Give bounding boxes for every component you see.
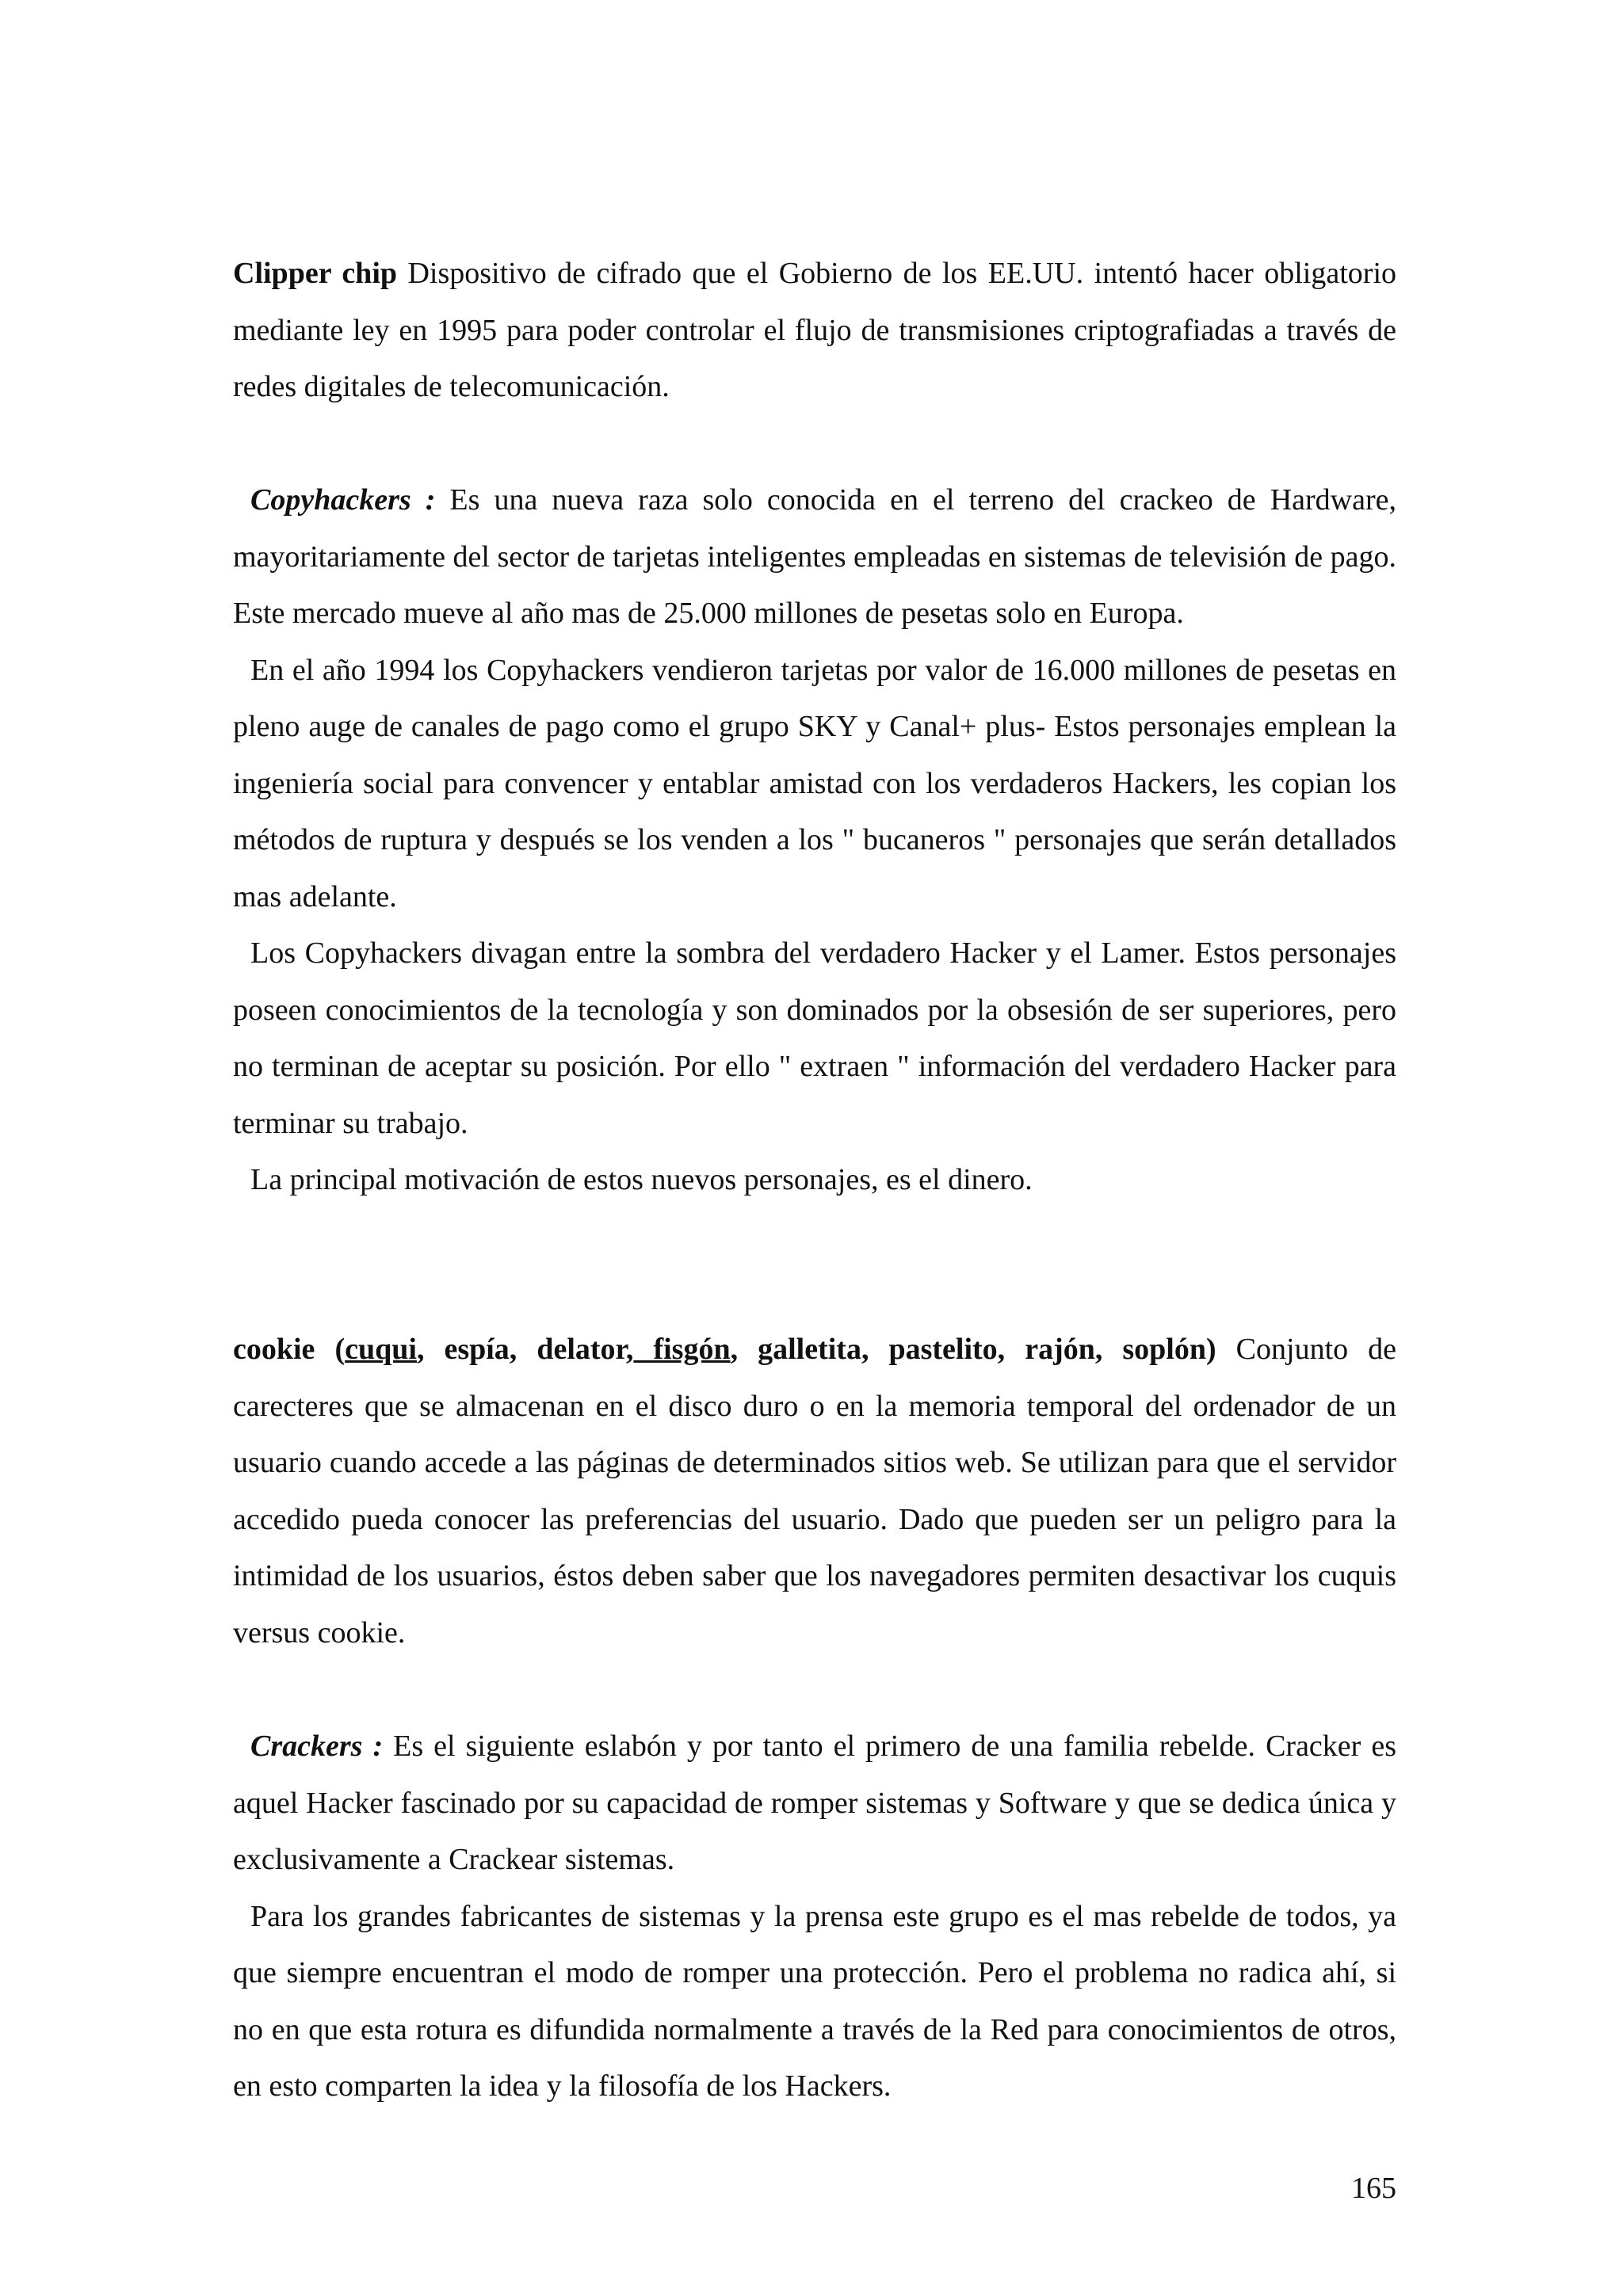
- copyhackers-paragraph-2: En el año 1994 los Copyhackers vendieron tarjetas por valor de 16.000 millones de pesetas en pleno auge de canales de pago como el grupo SKY y Canal+ plus- Estos personajes emplean la ingeniería social para convencer y entablar amistad con los verdaderos Hackers, les copian los métodos de ruptura y después se los venden a los " bucaneros " personajes que serán detallados mas adelante.: [233, 653, 1396, 913]
- term-cookie-end: , galletita, pastelito, rajón, soplón): [730, 1333, 1216, 1366]
- crackers-text-1: Es el siguiente eslabón y por tanto el primero de una familia rebelde. Cracker es aquel Hacker fascinado por su capacidad de romper sistemas y Software y que se dedica única y exclusivamente a Crackear sistemas.: [233, 1730, 1396, 1876]
- term-clipper-chip: Clipper chip: [233, 257, 398, 290]
- copyhackers-paragraph-4: La principal motivación de estos nuevos personajes, es el dinero.: [250, 1163, 1033, 1196]
- page-number: 165: [1351, 2172, 1396, 2205]
- clipper-paragraph: [233, 246, 1396, 416]
- cookie-definition: Conjunto de carecteres que se almacenan en el disco duro o en la memoria temporal del ordenador de un usuario cuando accede a las páginas de determinados sitios web. Se utilizan para que el servidor accedido pueda conocer las preferencias del usuario. Dado que pueden ser un peligro para la intimidad de los usuarios, éstos deben saber que los navegadores permiten desactivar los cuquis versus cookie.: [233, 1333, 1397, 1650]
- term-cookie: [233, 1333, 1216, 1366]
- entry-crackers: [233, 1718, 1396, 2115]
- copyhackers-paragraph-1: [233, 472, 1396, 643]
- clipper-definition: Dispositivo de cifrado que el Gobierno de los EE.UU. intentó hacer obligatorio mediante ley en 1995 para poder controlar el flujo de transmisiones criptografiadas a través de redes digitales de telecomunicación.: [233, 257, 1396, 403]
- copyhackers-text-1: Es una nueva raza solo conocida en el terreno del crackeo de Hardware, mayoritariamente del sector de tarjetas inteligentes empleadas en sistemas de televisión de pago. Este mercado mueve al año mas de 25.000 millones de pesetas solo en Europa.: [233, 483, 1397, 630]
- copyhackers-paragraph-3: Los Copyhackers divagan entre la sombra del verdadero Hacker y el Lamer. Estos personajes poseen conocimientos de la tecnología y son dominados por la obsesión de ser superiores, pero no terminan de aceptar su posición. Por ello " extraen " información del verdadero Hacker para terminar su trabajo.: [233, 936, 1396, 1140]
- term-crackers: Crackers :: [250, 1730, 384, 1763]
- entry-copyhackers: [233, 472, 1396, 1209]
- entry-clipper-chip: [233, 246, 1396, 416]
- cookie-paragraph: [233, 1322, 1396, 1661]
- link-fisgon[interactable]: fisgón: [633, 1333, 731, 1366]
- term-cookie-mid: , espía, delator,: [416, 1333, 634, 1366]
- crackers-paragraph-2: Para los grandes fabricantes de sistemas y la prensa este grupo es el mas rebelde de todos, ya que siempre encuentran el modo de romper una protección. Pero el problema no radica ahí, si no en que esta rotura es difundida normalmente a través de la Red para conocimientos de otros, en esto comparten la idea y la filosofía de los Hackers.: [233, 1899, 1396, 2103]
- link-cuqui[interactable]: cuqui: [345, 1333, 417, 1366]
- entry-cookie: [233, 1322, 1396, 1661]
- crackers-paragraph-1: [233, 1718, 1396, 1889]
- term-cookie-start: cookie (: [233, 1333, 346, 1366]
- term-copyhackers: Copyhackers :: [250, 483, 436, 517]
